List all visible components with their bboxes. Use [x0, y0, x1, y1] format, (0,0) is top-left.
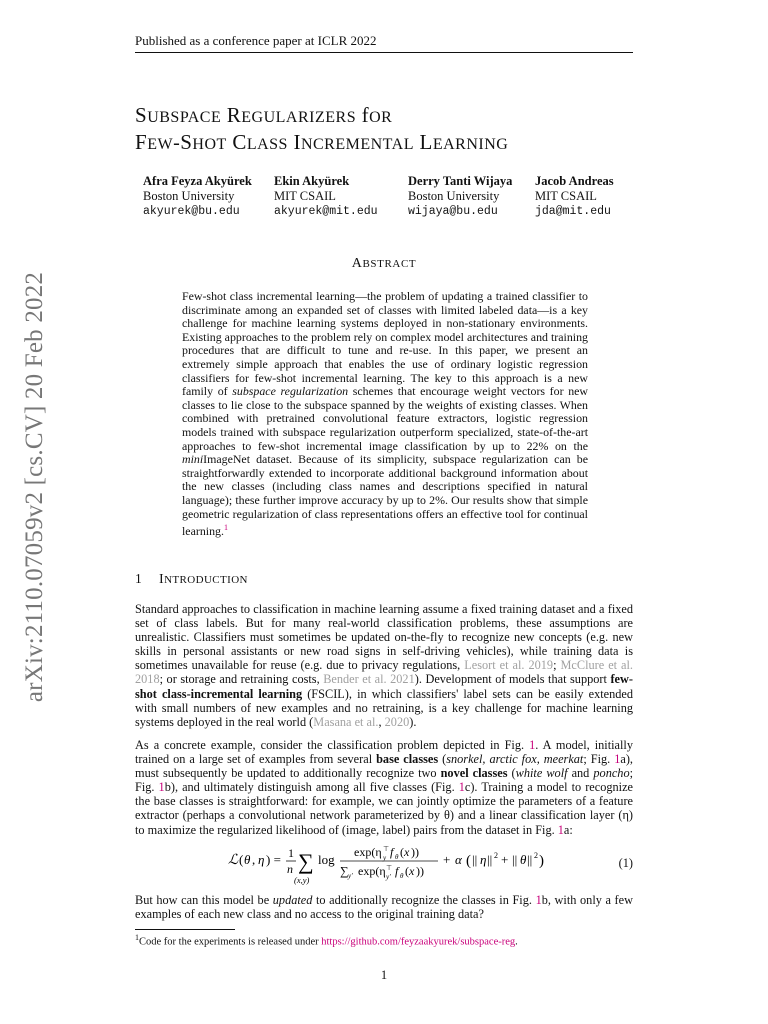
svg-text:θ: θ	[395, 853, 399, 861]
footnote	[135, 933, 518, 948]
author-email: jda@mit.edu	[535, 205, 611, 218]
svg-text:) =: ) =	[266, 852, 281, 867]
code-link[interactable]: https://github.com/feyzaakyurek/subspace-reg	[321, 936, 516, 948]
text: a:	[563, 822, 573, 837]
author-1	[143, 174, 252, 219]
footnote-rule	[135, 929, 235, 930]
text: ).	[409, 714, 417, 729]
svg-text:||: ||	[512, 852, 518, 867]
section-heading	[135, 571, 248, 588]
italic-term: poncho	[593, 766, 630, 781]
svg-text:θ: θ	[520, 852, 527, 867]
page-number: 1	[380, 968, 388, 982]
abstract-body	[182, 290, 588, 539]
text: to additionally recognize the classes in Fig.	[312, 893, 536, 907]
svg-text:2: 2	[494, 851, 498, 860]
svg-text:2: 2	[534, 851, 538, 860]
text: (	[438, 752, 447, 767]
abstract-text: ImageNet dataset. Because of its simplicity, subspace regularization can be straightforwardly extended to incorporate additional background information about the new classes (including class names and descriptions specified in natural language); these further improve accuracy by up to 2%. Our results show that simple geometric regularization of class representations offers an effective tool for continual learning.	[182, 452, 588, 539]
svg-text:y: y	[383, 854, 387, 862]
svg-text:,: ,	[252, 852, 256, 867]
author-name: Jacob Andreas	[535, 174, 614, 188]
svg-text:exp(η: exp(η	[358, 864, 386, 878]
text: ). Development of models that support	[414, 672, 611, 687]
text: ; Fig.	[583, 752, 615, 767]
abstract-text: Few-shot class incremental learning—the problem of updating a trained classifier to discriminate among an expanded set of classes with limited labeled data—is a key challenge for machine learning systems deployed in non-stationary environments. Existing approaches to the problem rely on complex model architectures and training procedures that are difficult to tune and re-use. In this paper, we present an extremely simple approach that enables the use of ordinary logistic regression classifiers for few-shot incremental learning. The key to this approach is a new family of	[182, 289, 588, 399]
bold-term: few-shot class-incremental learning	[135, 672, 633, 701]
text: b, with only a few examples of each new class and no access to the original training data?	[135, 893, 633, 922]
author-name: Afra Feyza Akyürek	[143, 174, 252, 188]
text: and	[567, 766, 594, 781]
svg-text:y′: y′	[348, 872, 353, 880]
text: a), must subsequently be updated to additionally recognize two	[135, 752, 634, 781]
footnote-marker-link[interactable]: 1	[223, 523, 228, 533]
abstract-italic: subspace regularization	[232, 384, 349, 399]
header-rule	[135, 52, 633, 53]
svg-text:)): ))	[411, 845, 419, 859]
svg-text:θ: θ	[244, 852, 251, 867]
svg-text:||: ||	[527, 852, 533, 867]
svg-text:f: f	[390, 845, 394, 859]
svg-text:(: (	[239, 852, 244, 867]
text: ,	[378, 714, 385, 729]
text: ;	[553, 658, 561, 673]
author-email: akyurek@mit.edu	[274, 205, 378, 218]
svg-text:ℒ: ℒ	[228, 853, 239, 868]
svg-text:log: log	[318, 852, 335, 867]
text: c). Training a model to recognize the base classes is straightforward: for example, we can jointly optimize the parameters of a feature extractor (perhaps a convolutional network parameterized by θ) and a linear classification layer (η) to maximize the regularized likelihood of (image, label) pairs from the dataset in Fig.	[135, 780, 633, 837]
author-email: wijaya@bu.edu	[408, 205, 498, 218]
author-affiliation: MIT CSAIL	[535, 189, 597, 203]
equation-formula	[228, 842, 588, 888]
svg-text:α: α	[455, 852, 462, 867]
intro-paragraph-2	[135, 738, 633, 837]
author-name: Ekin Akyürek	[274, 174, 350, 188]
bold-term: novel classes	[440, 766, 508, 781]
intro-paragraph-1	[135, 602, 633, 729]
svg-text:exp(η: exp(η	[354, 845, 382, 859]
section-number: 1	[135, 571, 143, 586]
abstract-text: schemes that encourage weight vectors for new classes to lie close to the subspace spanned by the weights of existing classes. When combined with pretrained convolutional feature extractors, logistic regression models trained with subspace regularization outperform specialized, state-of-the-art approaches to few-shot incremental image classification by up to 22% on the	[182, 384, 589, 453]
svg-text:f: f	[395, 864, 399, 878]
svg-text:⊤: ⊤	[383, 845, 390, 853]
svg-text:η: η	[258, 852, 265, 867]
author-name: Derry Tanti Wijaya	[408, 174, 513, 188]
running-header: Published as a conference paper at ICLR 2022	[135, 33, 377, 48]
svg-text:n: n	[287, 862, 293, 876]
figure-ref-link[interactable]: 1	[458, 780, 465, 795]
svg-text:(: (	[466, 853, 471, 869]
figure-ref-link[interactable]: 1	[158, 780, 165, 795]
svg-text:)): ))	[416, 864, 424, 878]
text: b), and ultimately distinguish among all five classes (Fig.	[164, 780, 459, 795]
svg-text:x: x	[404, 845, 410, 859]
svg-text:||: ||	[472, 852, 478, 867]
bold-term: base classes	[376, 752, 439, 767]
author-affiliation: Boston University	[143, 189, 235, 203]
svg-text:(: (	[405, 864, 409, 878]
italic-term: snorkel, arctic fox, meerkat	[446, 752, 584, 767]
citation-link[interactable]: Lesort et al. 2019	[464, 658, 554, 673]
text: (FSCIL), in which classifiers' label sets can be easily extended with small numbers of new examples and no retraining, is a key challenge for machine learning systems deployed in the real world (	[135, 686, 633, 729]
paper-title	[135, 103, 508, 157]
figure-ref-link[interactable]: 1	[529, 738, 536, 752]
svg-text:+: +	[501, 852, 509, 867]
svg-text:x: x	[409, 864, 415, 878]
author-affiliation: MIT CSAIL	[274, 189, 336, 203]
equation-number: (1)	[618, 856, 633, 870]
citation-link[interactable]: McClure et al. 2018	[135, 658, 634, 687]
svg-text:+: +	[443, 852, 451, 867]
arxiv-stamp-text: arXiv:2110.07059v2 [cs.CV] 20 Feb 2022	[21, 271, 48, 703]
svg-text:y′: y′	[386, 873, 391, 881]
text: Standard approaches to classification in machine learning assume a fixed training dataset and a fixed set of class labels. But for many real-world classification problems, these assumptions are unrealistic. Classifiers must sometimes be updated on-the-fly to recognize new concepts (e.g. new skills in personal assistants or new road signs in self-driving vehicles), while training data is sometimes unavailable for reuse (e.g. due to privacy regulations,	[135, 602, 633, 673]
svg-text:∑: ∑	[340, 864, 349, 878]
abstract-heading: ABSTRACT	[351, 256, 417, 271]
footnote-end: .	[515, 936, 518, 948]
text: ; or storage and retraining costs,	[159, 672, 324, 687]
author-3	[408, 174, 512, 219]
svg-text:1: 1	[288, 846, 294, 860]
italic-term: white wolf	[515, 766, 568, 781]
text: But how can this model be	[135, 893, 273, 907]
equation-1	[228, 842, 633, 888]
text: As a concrete example, consider the classification problem depicted in Fig.	[135, 738, 530, 752]
svg-text:(: (	[400, 845, 404, 859]
italic-term: updated	[272, 893, 313, 907]
title-line-2: FEW-SHOT CLASS INCREMENTAL LEARNING	[135, 130, 509, 154]
text: (	[507, 766, 516, 781]
svg-text:∑: ∑	[298, 849, 314, 874]
intro-paragraph-3	[135, 893, 633, 921]
author-4	[535, 174, 614, 219]
svg-text:||: ||	[487, 852, 493, 867]
footnote-text: Code for the experiments is released under	[139, 936, 322, 948]
section-title: INTRODUCTION	[159, 572, 248, 587]
figure-ref-link[interactable]: 1	[535, 893, 542, 907]
citation-link[interactable]: Masana et al.	[313, 714, 379, 729]
citation-link[interactable]: Bender et al. 2021	[323, 672, 415, 687]
figure-ref-link[interactable]: 1	[614, 752, 621, 767]
figure-ref-link[interactable]: 1	[557, 822, 564, 837]
svg-text:⊤: ⊤	[386, 864, 393, 872]
svg-text:(x,y): (x,y)	[294, 875, 310, 885]
citation-link[interactable]: 2020	[384, 714, 410, 729]
svg-text:η: η	[480, 852, 487, 867]
footnote-mark: 1	[135, 933, 139, 942]
text: . A model, initially trained on a large set of examples from several	[135, 738, 633, 767]
title-line-1: SUBSPACE REGULARIZERS fOR	[135, 103, 393, 127]
author-2	[274, 174, 378, 219]
svg-text:θ: θ	[400, 872, 404, 880]
svg-text:): )	[539, 853, 544, 869]
arxiv-stamp	[6, 262, 64, 712]
text: ; Fig.	[135, 766, 634, 795]
abstract-mini: mini	[182, 452, 204, 467]
author-affiliation: Boston University	[408, 189, 500, 203]
author-email: akyurek@bu.edu	[143, 205, 240, 218]
